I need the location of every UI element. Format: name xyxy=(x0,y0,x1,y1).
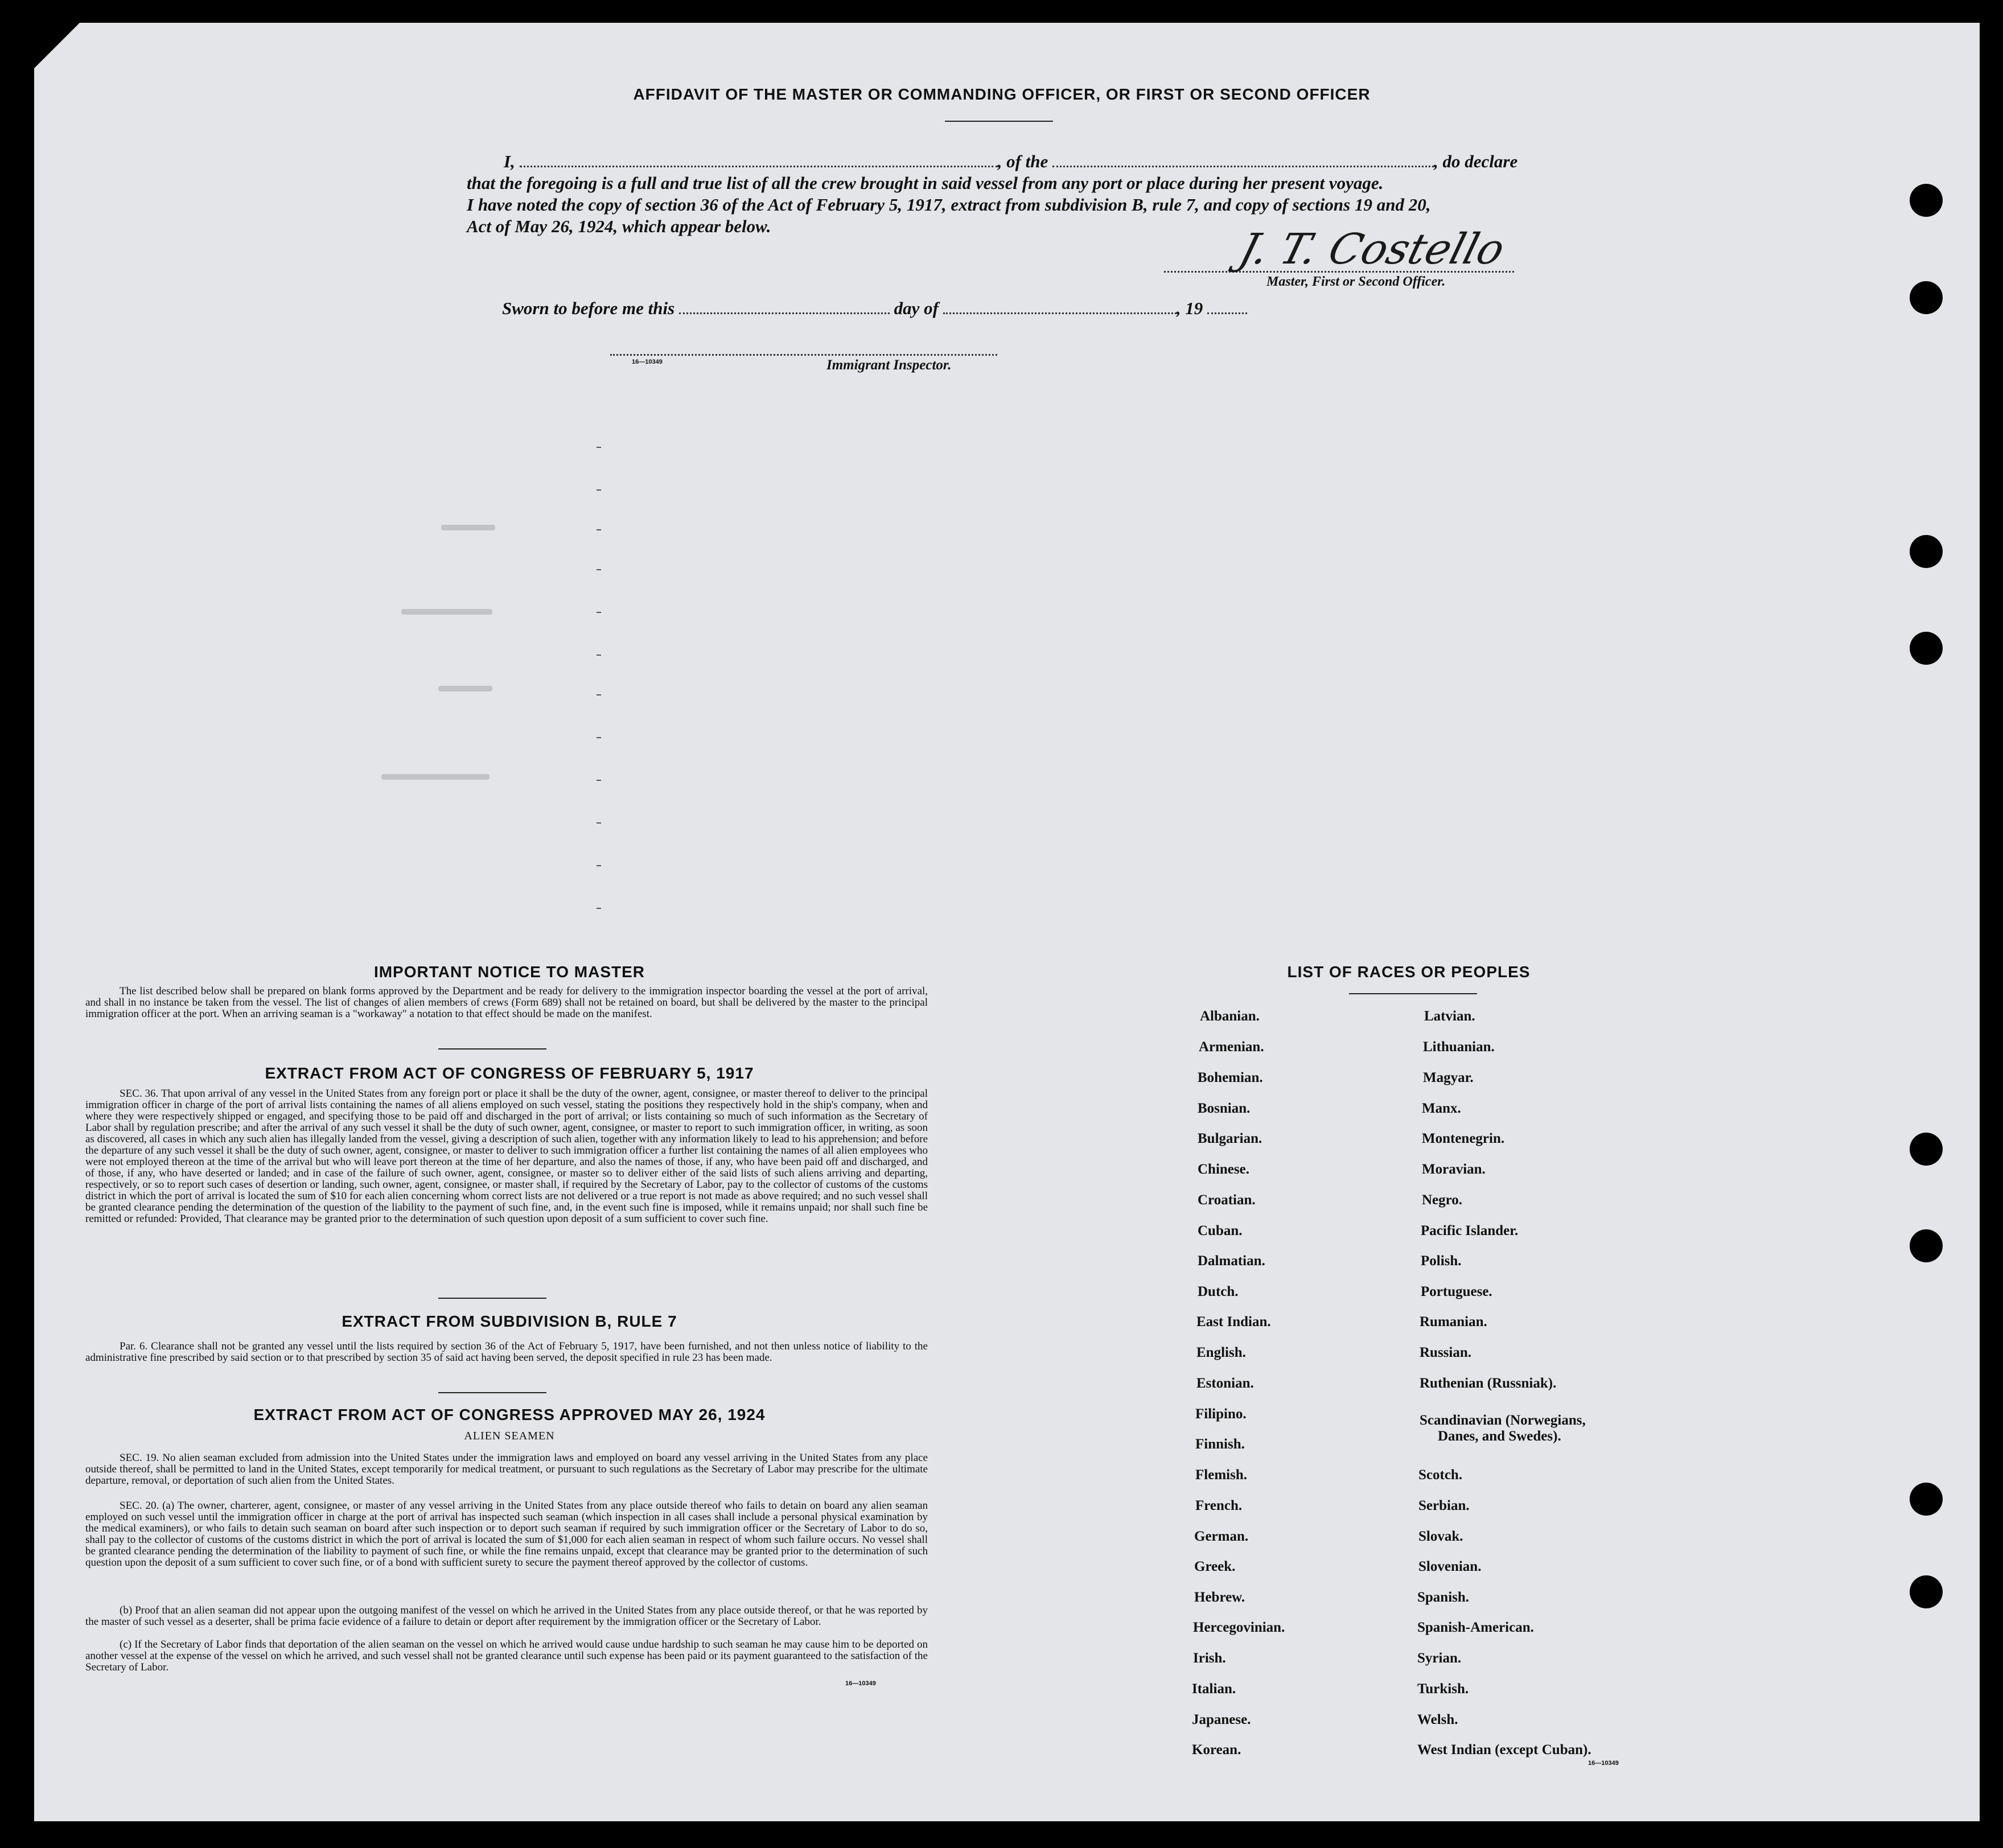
notice-body: The list described below shall be prepared on blank forms approved by the Department and be ready for delivery to the immigration inspector boarding the vessel at the port of arrival, and shall in no instance be taken from the vessel. The list of changes of alien members of crews (Form 689) shall not be retained on board, but shall be delivered by the master to the principal immigration officer at the port. When an arriving seaman is a "workaway" a notation to that effect should be made on the manifest. xyxy=(85,985,928,1020)
margin-tick xyxy=(597,529,601,530)
margin-tick xyxy=(597,655,601,656)
day-field[interactable] xyxy=(679,312,890,314)
extract-1917-title: EXTRACT FROM ACT OF CONGRESS OF FEBRUARY 5, 1917 xyxy=(265,1064,754,1082)
race-item: Bosnian. xyxy=(1198,1101,1251,1116)
race-item: Croatian. xyxy=(1198,1192,1256,1208)
do-declare-label: , do declare xyxy=(1434,151,1518,171)
race-item: Bohemian. xyxy=(1198,1070,1263,1085)
race-item: Hebrew. xyxy=(1194,1590,1245,1605)
affidavit-title: AFFIDAVIT OF THE MASTER OR COMMANDING OFFICER, OR FIRST OR SECOND OFFICER xyxy=(633,85,1371,103)
signature: J. T. Costello xyxy=(1234,225,1510,274)
bleed-through-mark xyxy=(381,774,490,780)
race-item: German. xyxy=(1194,1529,1249,1544)
form-number: 16—10349 xyxy=(845,1680,876,1687)
race-item: Danes, and Swedes). xyxy=(1438,1429,1561,1444)
declaration-line-1 xyxy=(504,151,1540,172)
punch-hole xyxy=(1910,1483,1943,1516)
race-item: Cuban. xyxy=(1198,1223,1243,1238)
form-number: 16—10349 xyxy=(632,359,663,365)
race-item: Lithuanian. xyxy=(1423,1039,1495,1055)
race-item: Hercegovinian. xyxy=(1193,1620,1285,1635)
race-item: French. xyxy=(1195,1498,1243,1513)
punch-hole xyxy=(1910,184,1943,217)
punch-hole xyxy=(1910,1229,1943,1262)
race-item: Greek. xyxy=(1194,1559,1236,1574)
day-of-label: day of xyxy=(894,298,939,318)
page-corner-cut xyxy=(34,23,80,68)
sworn-line xyxy=(502,298,1247,319)
race-item: Serbian. xyxy=(1418,1498,1470,1513)
race-item: Albanian. xyxy=(1200,1009,1260,1024)
bleed-through-mark xyxy=(441,525,495,530)
declaration-line-2: that the foregoing is a full and true list of all the crew brought in said vessel from any port or place during her present voyage. xyxy=(467,173,1384,193)
race-item: Slovenian. xyxy=(1418,1559,1482,1574)
sec19-body: SEC. 19. No alien seaman excluded from admission into the United States under the immigration laws and employed on board any vessel arriving in the United States from any place outside thereof, shall be permitted to land in the United States, except temporarily for medical treatment, or pursuant to such regulations as the Secretary of Labor may prescribe for the ultimate departure, removal, or deportation of such alien from the United States. xyxy=(85,1452,928,1487)
race-item: Welsh. xyxy=(1417,1712,1458,1727)
race-item: Japanese. xyxy=(1192,1712,1251,1727)
vessel-field[interactable] xyxy=(1052,165,1434,167)
name-field[interactable] xyxy=(520,165,998,167)
divider xyxy=(438,1298,546,1299)
race-item: Negro. xyxy=(1422,1192,1463,1208)
race-item: Manx. xyxy=(1422,1101,1461,1116)
month-field[interactable] xyxy=(943,312,1177,314)
margin-tick xyxy=(597,865,601,866)
signer-label: Master, First or Second Officer. xyxy=(1266,274,1446,289)
race-item: Latvian. xyxy=(1424,1009,1475,1024)
race-item: Italian. xyxy=(1192,1681,1236,1697)
race-item: Moravian. xyxy=(1422,1162,1486,1177)
extract-rule7-title: EXTRACT FROM SUBDIVISION B, RULE 7 xyxy=(342,1312,677,1330)
year-label: , 19 xyxy=(1176,298,1203,318)
margin-tick xyxy=(597,569,601,570)
margin-tick xyxy=(597,822,601,824)
sec20a-body: SEC. 20. (a) The owner, charterer, agent, consignee, or master of any vessel arriving in the United States from any place outside thereof who fails to detain on board any alien seaman employed on such vessel until the immigration officer in charge at the port of arrival has inspected such seaman (which inspection in all cases shall include a personal physical examination by the medical examiners), or who fails to detain such seaman on board after such inspection or to deport such seaman if required by such immigration officer or the Secretary of Labor to do so, shall pay to the collector of customs of the customs district in which the port of arrival is located the sum of $1,000 for each alien seaman in respect of whom such failure occurs. No vessel shall be granted clearance pending the determination of the liability to payment of such fine, or while the fine remains unpaid, except that clearance may be granted prior to the determination of such question upon the deposit of a sum sufficient to cover such fine, or of a bond with sufficient surety to secure the payment thereof approved by the collector of customs. xyxy=(85,1500,928,1569)
races-title: LIST OF RACES OR PEOPLES xyxy=(1287,963,1531,981)
margin-tick xyxy=(597,780,601,781)
race-item: Portuguese. xyxy=(1421,1284,1492,1299)
margin-tick xyxy=(597,612,601,613)
race-item: Magyar. xyxy=(1423,1070,1474,1085)
punch-hole xyxy=(1910,281,1943,314)
race-item: Flemish. xyxy=(1195,1467,1247,1483)
race-item: Filipino. xyxy=(1195,1406,1247,1422)
race-item: Estonian. xyxy=(1196,1376,1254,1391)
race-item: Turkish. xyxy=(1417,1681,1469,1697)
form-number: 16—10349 xyxy=(1588,1760,1619,1767)
extract-1924-title: EXTRACT FROM ACT OF CONGRESS APPROVED MAY 26, 1924 xyxy=(253,1406,766,1423)
notice-title: IMPORTANT NOTICE TO MASTER xyxy=(373,963,645,981)
race-item: Ruthenian (Russniak). xyxy=(1420,1376,1557,1391)
race-item: East Indian. xyxy=(1196,1314,1271,1330)
race-item: Finnish. xyxy=(1195,1437,1245,1452)
extract-1917-body: SEC. 36. That upon arrival of any vessel in the United States from any foreign port or place it shall be the duty of the owner, agent, consignee, or master thereof to deliver to the principal immigration officer in charge of the port of arrival lists containing the names of all aliens employed on such vessel, stating the positions they respectively hold in the ship's company, when and where they were respectively shipped or engaged, and specifying those to be paid off and discharged in the port of arrival; or lists containing so much of such information as the Secretary of Labor shall by regulation prescribe; and after the arrival of any such vessel it shall be the duty of such owner, agent, consignee, or master to report to such immigration officer, in writing, as soon as discovered, all cases in which any such alien has illegally landed from the vessel, giving a description of such alien, together with any information likely to lead to his apprehension; and before the departure of any such vessel it shall be the duty of such owner, agent, consignee, or master to deliver to such immigration officer a further list containing the names of all alien employees who were not employed thereon at the time of the arrival but who will leave port thereon at the time of her departure, and also the names of those, if any, who have been paid off and discharged, and of those, if any, who have deserted or landed; and in case of the failure of such owner, agent, consignee, or master so to deliver either of the said lists of such aliens arriving and departing, respectively, or so to report such cases of desertion or landing, such owner, agent, consignee, or master shall, if required by the Secretary of Labor, pay to the collector of customs of the customs district in which the port of arrival is located the sum of $10 for each alien concerning whom correct lists are not delivered or a true report is not made as above required; and no such vessel shall be granted clearance pending the determination of the question of the liability to the payment of such fine, and, in the event such fine is imposed, while it remains unpaid; nor shall such fine be remitted or refunded: Provided, That clearance may be granted prior to the determination of such question upon deposit of a sum sufficient to cover such fine. xyxy=(85,1088,928,1225)
i-label: I, xyxy=(504,151,515,171)
race-item: Dalmatian. xyxy=(1198,1253,1265,1269)
race-item: Bulgarian. xyxy=(1198,1131,1262,1146)
margin-tick xyxy=(597,447,601,448)
margin-tick xyxy=(597,694,601,695)
year-field[interactable] xyxy=(1207,312,1247,314)
bleed-through-mark xyxy=(401,609,492,615)
margin-tick xyxy=(597,908,601,909)
race-item: Rumanian. xyxy=(1420,1314,1487,1330)
inspector-label: Immigrant Inspector. xyxy=(826,357,952,373)
sec20b-body: (b) Proof that an alien seaman did not appear upon the outgoing manifest of the vessel on which he arrived in the United States from any place outside thereof, or that he was reported by the master of such vessel as a deserter, shall be prima facie evidence of a failure to detain or deport after requirement by the immigration officer or the Secretary of Labor. xyxy=(85,1604,928,1628)
bleed-through-mark xyxy=(438,686,492,692)
race-item: Polish. xyxy=(1421,1253,1462,1269)
race-item: Spanish. xyxy=(1417,1590,1470,1605)
of-the-label: , of the xyxy=(997,151,1048,171)
divider xyxy=(438,1048,546,1049)
sec20c-body: (c) If the Secretary of Labor finds that deportation of the alien seaman on the vessel on which he arrived would cause undue hardship to such seaman he may cause him to be deported on another vessel at the expense of the vessel on which he arrived, and such vessel shall not be granted clearance until such expense has been paid or its payment guaranteed to the satisfaction of the Secretary of Labor. xyxy=(85,1639,928,1673)
race-item: Pacific Islander. xyxy=(1421,1223,1519,1238)
race-item: Syrian. xyxy=(1417,1651,1462,1666)
declaration-line-4: Act of May 26, 1924, which appear below. xyxy=(467,216,771,236)
inspector-line xyxy=(610,354,997,356)
declaration-line-3: I have noted the copy of section 36 of the Act of February 5, 1917, extract from subdivision B, rule 7, and copy of sections 19 and 20, xyxy=(467,195,1431,215)
extract-rule7-body: Par. 6. Clearance shall not be granted any vessel until the lists required by section 36 of the Act of February 5, 1917, have been furnished, and not then unless notice of liability to the administrative fine prescribed by said section or to that prescribed by section 35 of said act having been served, the deposit specified in rule 23 has been made. xyxy=(85,1340,928,1364)
punch-hole xyxy=(1910,1133,1943,1166)
margin-tick xyxy=(597,737,601,738)
race-item: Scotch. xyxy=(1418,1467,1463,1483)
race-item: Armenian. xyxy=(1199,1039,1264,1055)
punch-hole xyxy=(1910,632,1943,665)
race-item: Scandinavian (Norwegians, xyxy=(1420,1413,1586,1428)
punch-hole xyxy=(1910,535,1943,568)
margin-tick xyxy=(597,489,601,491)
sworn-label: Sworn to before me this xyxy=(502,298,675,318)
race-item: Irish. xyxy=(1193,1651,1226,1666)
race-item: Spanish-American. xyxy=(1417,1620,1534,1635)
race-item: Slovak. xyxy=(1418,1529,1463,1544)
punch-hole xyxy=(1910,1575,1943,1608)
extract-1924-subtitle: ALIEN SEAMEN xyxy=(464,1430,555,1442)
race-item: Montenegrin. xyxy=(1422,1131,1505,1146)
divider xyxy=(1349,993,1477,994)
race-item: Dutch. xyxy=(1198,1284,1239,1299)
race-item: Chinese. xyxy=(1198,1162,1249,1177)
race-item: English. xyxy=(1196,1345,1246,1360)
race-item: West Indian (except Cuban). xyxy=(1417,1742,1591,1758)
race-item: Korean. xyxy=(1192,1742,1241,1758)
divider xyxy=(945,121,1053,122)
divider xyxy=(438,1392,546,1393)
race-item: Russian. xyxy=(1420,1345,1472,1360)
